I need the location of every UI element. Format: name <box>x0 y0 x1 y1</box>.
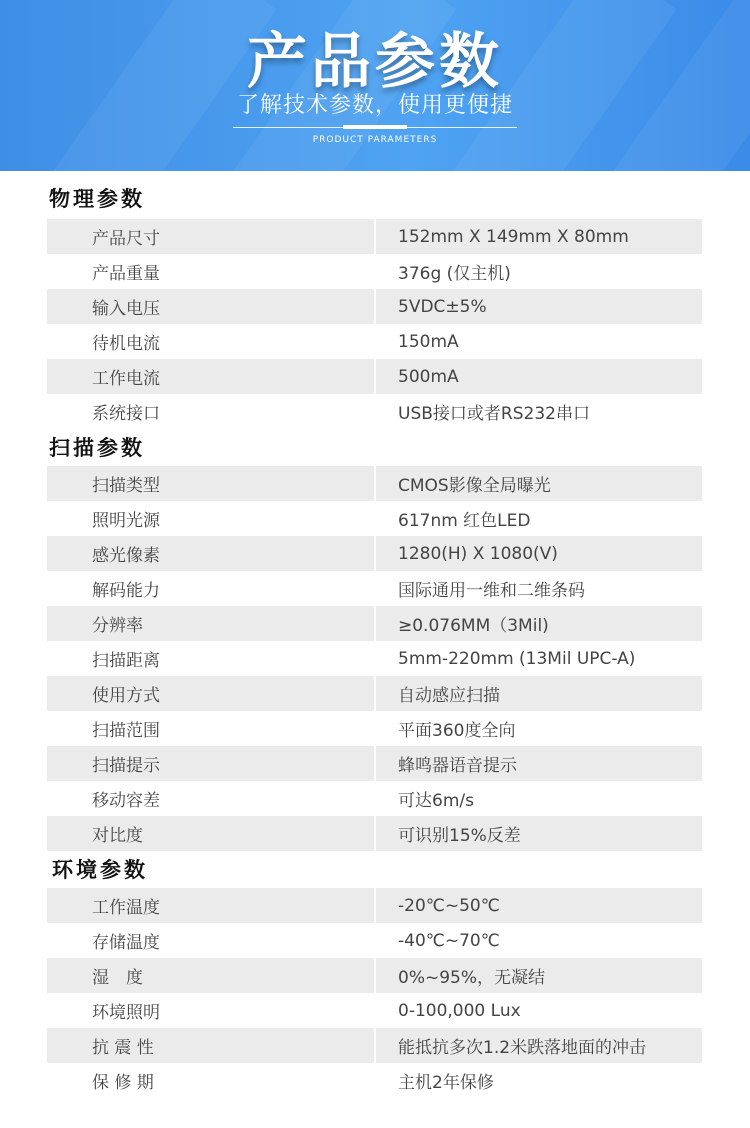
spec-label: 解码能力 <box>47 571 375 606</box>
section-physical <box>0 171 750 429</box>
spec-value: ≥0.076MM（3Mil) <box>375 606 702 641</box>
header-banner <box>0 0 750 171</box>
divider-accent <box>343 125 407 129</box>
table-row <box>47 888 702 923</box>
spec-label: 环境照明 <box>47 993 375 1028</box>
spec-value: 平面360度全向 <box>375 711 702 746</box>
table-row <box>47 219 702 254</box>
table-row <box>47 324 702 359</box>
table-row <box>47 711 702 746</box>
spec-label: 待机电流 <box>47 324 375 359</box>
spec-value: 5mm-220mm (13Mil UPC-A) <box>375 641 702 676</box>
table-row <box>47 676 702 711</box>
spec-value: USB接口或者RS232串口 <box>375 394 702 429</box>
table-row <box>47 923 702 958</box>
section-environment <box>0 851 750 1098</box>
spec-label: 系统接口 <box>47 394 375 429</box>
table-row <box>47 606 702 641</box>
spec-table <box>47 466 702 851</box>
spec-value: 自动感应扫描 <box>375 676 702 711</box>
spec-value: 蜂鸣器语音提示 <box>375 746 702 781</box>
table-row <box>47 641 702 676</box>
spec-content <box>0 171 750 1098</box>
spec-value: 可达6m/s <box>375 781 702 816</box>
spec-label: 产品尺寸 <box>47 219 375 254</box>
table-row <box>47 1028 702 1063</box>
spec-value: 150mA <box>375 324 702 359</box>
spec-label: 感光像素 <box>47 536 375 571</box>
spec-value: 376g (仅主机) <box>375 254 702 289</box>
table-row <box>47 466 702 501</box>
spec-value: -20℃~50℃ <box>375 888 702 923</box>
spec-value: 可识别15%反差 <box>375 816 702 851</box>
spec-label: 照明光源 <box>47 501 375 536</box>
page-subtitle: 了解技术参数，使用更便捷 <box>236 93 513 118</box>
spec-label: 存储温度 <box>47 923 375 958</box>
spec-value: 500mA <box>375 359 702 394</box>
table-row <box>47 359 702 394</box>
spec-value: -40℃~70℃ <box>375 923 702 958</box>
spec-value: 5VDC±5% <box>375 289 702 324</box>
page-subtitle-english: PRODUCT PARAMETERS <box>312 135 438 145</box>
spec-value: 0-100,000 Lux <box>375 993 702 1028</box>
spec-label: 扫描提示 <box>47 746 375 781</box>
spec-value: 国际通用一维和二维条码 <box>375 571 702 606</box>
spec-label: 输入电压 <box>47 289 375 324</box>
spec-label: 分辨率 <box>47 606 375 641</box>
spec-label: 产品重量 <box>47 254 375 289</box>
spec-label: 扫描距离 <box>47 641 375 676</box>
table-row <box>47 1063 702 1098</box>
spec-value: 0%~95%，无凝结 <box>375 958 702 993</box>
spec-value: 152mm X 149mm X 80mm <box>375 219 702 254</box>
table-row <box>47 536 702 571</box>
spec-label: 工作电流 <box>47 359 375 394</box>
spec-value: CMOS影像全局曝光 <box>375 466 702 501</box>
section-title: 扫描参数 <box>49 436 145 460</box>
section-title: 环境参数 <box>52 858 148 882</box>
table-row <box>47 394 702 429</box>
table-row <box>47 571 702 606</box>
spec-label: 对比度 <box>47 816 375 851</box>
table-row <box>47 781 702 816</box>
spec-table <box>47 219 702 429</box>
section-scan <box>0 429 750 851</box>
table-row <box>47 501 702 536</box>
table-row <box>47 289 702 324</box>
table-row <box>47 993 702 1028</box>
spec-label: 移动容差 <box>47 781 375 816</box>
spec-label: 湿 度 <box>47 958 375 993</box>
spec-value: 能抵抗多次1.2米跌落地面的冲击 <box>375 1028 702 1063</box>
spec-label: 保 修 期 <box>47 1063 375 1098</box>
table-row <box>47 816 702 851</box>
spec-label: 扫描范围 <box>47 711 375 746</box>
spec-table <box>47 888 702 1098</box>
spec-label: 工作温度 <box>47 888 375 923</box>
spec-value: 主机2年保修 <box>375 1063 702 1098</box>
spec-value: 1280(H) X 1080(V) <box>375 536 702 571</box>
page-title: 产品参数 <box>247 27 503 97</box>
spec-value: 617nm 红色LED <box>375 501 702 536</box>
section-title: 物理参数 <box>49 187 145 211</box>
spec-label: 使用方式 <box>47 676 375 711</box>
table-row <box>47 958 702 993</box>
spec-label: 抗 震 性 <box>47 1028 375 1063</box>
table-row <box>47 746 702 781</box>
table-row <box>47 254 702 289</box>
spec-label: 扫描类型 <box>47 466 375 501</box>
